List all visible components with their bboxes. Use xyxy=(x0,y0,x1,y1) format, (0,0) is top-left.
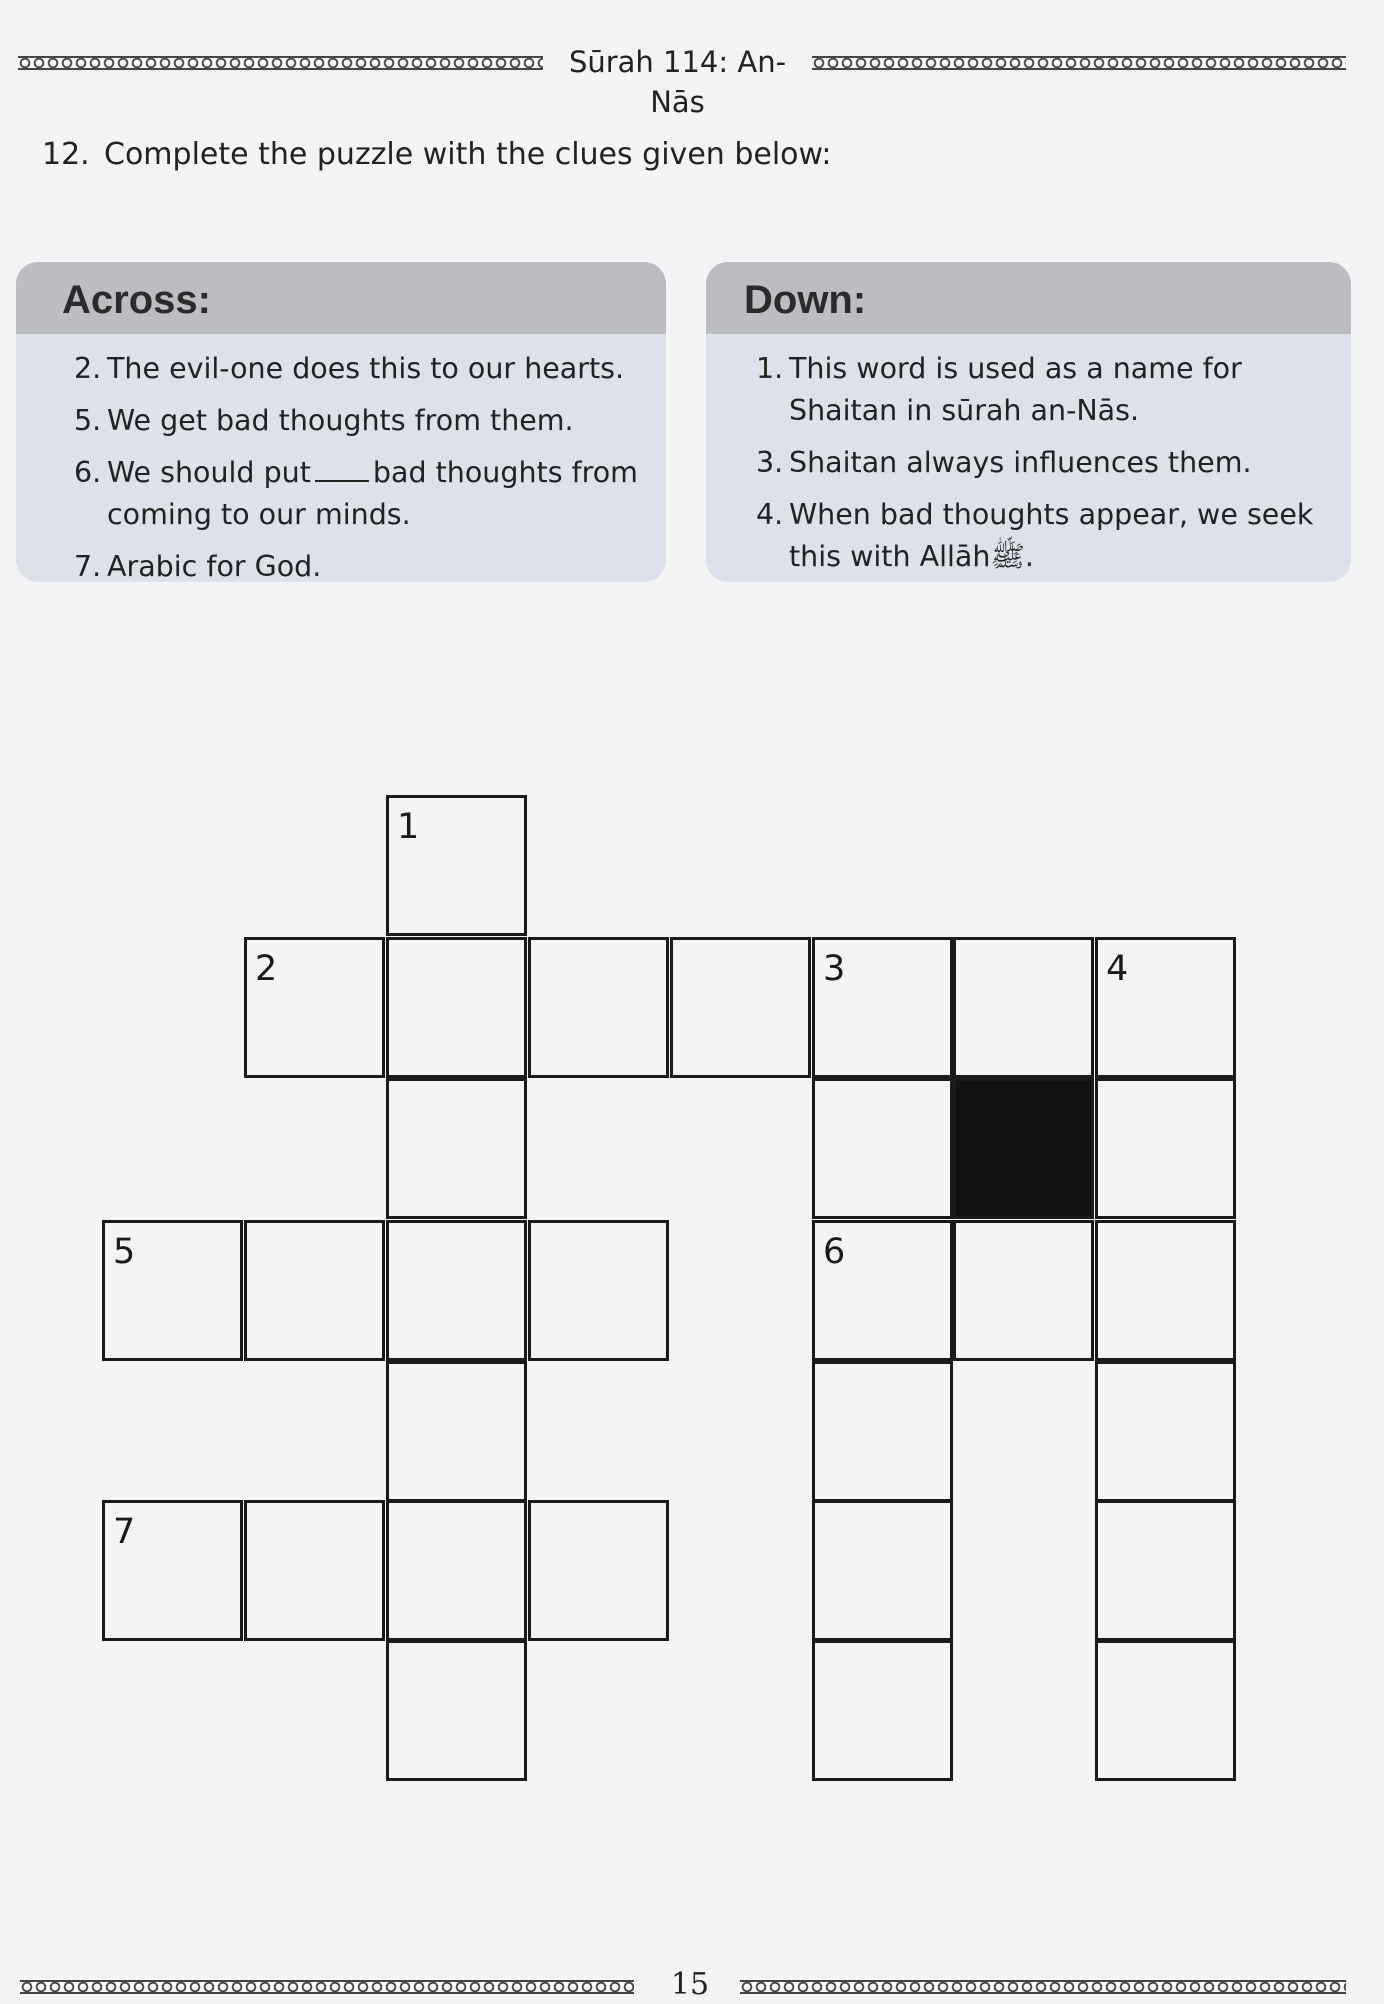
crossword-cell[interactable] xyxy=(528,1500,669,1641)
crossword-cell[interactable] xyxy=(812,1361,953,1502)
across-clues-box xyxy=(16,262,666,582)
clue-text: Shaitan always influences them. xyxy=(789,446,1252,479)
header-title: Sūrah 114: An-Nās xyxy=(568,45,787,119)
clue-text: Arabic for God. xyxy=(107,550,322,582)
crossword-cell[interactable] xyxy=(244,1500,385,1641)
page-number: 15 xyxy=(670,1967,710,2002)
header-border-left xyxy=(18,56,543,70)
crossword-cell[interactable] xyxy=(1095,1078,1236,1219)
down-clue-3 xyxy=(756,442,1351,484)
clue-number: 6. xyxy=(74,456,102,489)
crossword-cell[interactable] xyxy=(386,1220,527,1361)
crossword-cell[interactable] xyxy=(1095,937,1236,1078)
grid-clue-number: 1 xyxy=(397,807,420,847)
crossword-cell[interactable] xyxy=(812,1640,953,1781)
footer-border-left xyxy=(20,1980,634,1994)
crossword-cell[interactable] xyxy=(244,937,385,1078)
clue-text-after-blank: bad thoughts from coming to our minds. xyxy=(107,456,638,531)
across-clue-list xyxy=(16,334,666,582)
crossword-cell[interactable] xyxy=(812,1220,953,1361)
grid-clue-number: 5 xyxy=(113,1232,136,1272)
down-clues-box xyxy=(706,262,1351,582)
crossword-blocked-cell xyxy=(953,1078,1094,1219)
across-clue-6 xyxy=(74,452,666,536)
crossword-cell[interactable] xyxy=(1095,1500,1236,1641)
grid-clue-number: 2 xyxy=(255,949,278,989)
crossword-cell[interactable] xyxy=(528,937,669,1078)
clue-text-before-blank: We should put xyxy=(107,456,311,489)
clue-text: When bad thoughts appear, we seek this with Allāhﷺ. xyxy=(789,498,1314,573)
down-clue-list xyxy=(706,334,1351,578)
crossword-cell[interactable] xyxy=(386,795,527,936)
crossword-cell[interactable] xyxy=(670,937,811,1078)
clue-text: This word is used as a name for Shaitan in sūrah an-Nās. xyxy=(789,352,1242,427)
crossword-cell[interactable] xyxy=(528,1220,669,1361)
crossword-cell[interactable] xyxy=(1095,1220,1236,1361)
clue-text xyxy=(107,452,666,536)
crossword-cell[interactable] xyxy=(812,1078,953,1219)
clue-number: 3. xyxy=(756,446,784,479)
across-clue-5 xyxy=(74,400,666,442)
grid-clue-number: 3 xyxy=(823,949,846,989)
crossword-cell[interactable] xyxy=(1095,1640,1236,1781)
clue-number: 4. xyxy=(756,498,784,531)
crossword-cell[interactable] xyxy=(953,1220,1094,1361)
across-clue-7 xyxy=(74,546,666,582)
question xyxy=(42,134,832,176)
crossword-cell[interactable] xyxy=(386,1361,527,1502)
down-clue-4 xyxy=(756,494,1351,578)
across-clue-2 xyxy=(74,348,666,390)
grid-clue-number: 4 xyxy=(1106,949,1129,989)
clue-text: We get bad thoughts from them. xyxy=(107,404,574,437)
question-number: 12. xyxy=(42,137,90,172)
across-heading: Across: xyxy=(16,262,666,334)
crossword-cell[interactable] xyxy=(102,1500,243,1641)
crossword-cell[interactable] xyxy=(386,937,527,1078)
header-border-right xyxy=(812,56,1346,70)
crossword-cell[interactable] xyxy=(386,1640,527,1781)
crossword-cell[interactable] xyxy=(102,1220,243,1361)
crossword-cell[interactable] xyxy=(386,1500,527,1641)
grid-clue-number: 6 xyxy=(823,1232,846,1272)
clue-number: 1. xyxy=(756,352,784,385)
clue-number: 5. xyxy=(74,404,102,437)
crossword-cell[interactable] xyxy=(386,1078,527,1219)
down-clue-1 xyxy=(756,348,1351,432)
crossword-cell[interactable] xyxy=(812,1500,953,1641)
question-text: Complete the puzzle with the clues given below: xyxy=(104,137,832,172)
fill-in-blank xyxy=(315,454,369,482)
clue-number: 7. xyxy=(74,550,102,582)
clue-text: The evil-one does this to our hearts. xyxy=(107,352,625,385)
grid-clue-number: 7 xyxy=(113,1512,136,1552)
footer-border-right xyxy=(740,1980,1346,1994)
crossword-cell[interactable] xyxy=(244,1220,385,1361)
clue-number: 2. xyxy=(74,352,102,385)
down-heading: Down: xyxy=(706,262,1351,334)
crossword-cell[interactable] xyxy=(1095,1361,1236,1502)
crossword-cell[interactable] xyxy=(953,937,1094,1078)
crossword-cell[interactable] xyxy=(812,937,953,1078)
